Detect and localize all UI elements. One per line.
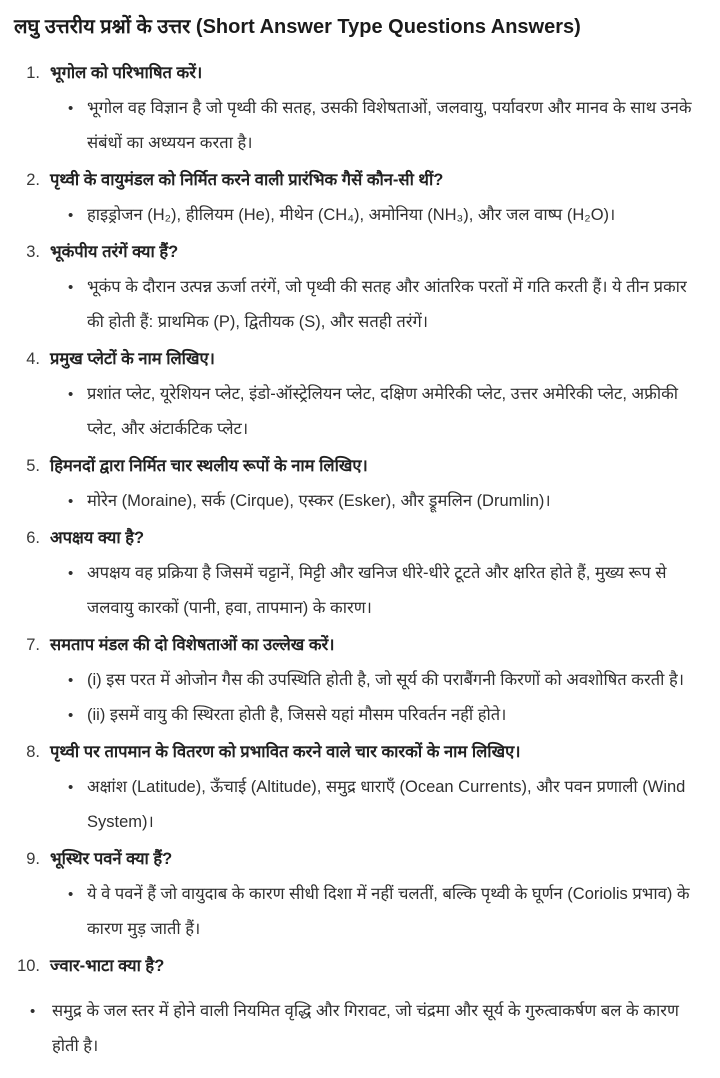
question-row [0,163,708,198]
question-row [0,949,708,984]
question-number: 6. [26,529,40,547]
question-number: 9. [26,850,40,868]
bullet-icon [68,698,87,733]
answer-text: भूगोल वह विज्ञान है जो पृथ्वी की सतह, उसकी विशेषताओं, जलवायु, पर्यावरण और मानव के साथ उनके संबंधों का अध्ययन करता है। [87,99,692,152]
qa-item-2 [0,163,708,233]
bullet-icon [68,198,87,233]
question-text: भूकंपीय तरंगें क्या हैं? [50,243,179,261]
qa-item-1 [0,56,708,161]
question-row [0,342,708,377]
question-row [0,628,708,663]
bullet-icon [30,994,52,1064]
bullet-icon [68,770,87,840]
bullet-icon [68,877,87,947]
qa-item-7 [0,628,708,733]
answer-bullet [0,484,708,519]
page-title: लघु उत्तरीय प्रश्नों के उत्तर (Short Answer Type Questions Answers) [14,16,581,38]
answer-text: (ii) इसमें वायु की स्थिरता होती है, जिससे यहां मौसम परिवर्तन नहीं होते। [87,706,507,724]
bullet-icon [68,556,87,626]
answer-bullet [0,198,708,233]
answer-bullet [0,877,708,947]
question-number: 4. [26,350,40,368]
qa-item-6 [0,521,708,626]
question-text: अपक्षय क्या है? [50,529,145,547]
question-row [0,735,708,770]
question-text: हिमनदों द्वारा निर्मित चार स्थलीय रूपों के नाम लिखिए। [50,457,368,475]
question-number: 3. [26,243,40,261]
answer-text: प्रशांत प्लेट, यूरेशियन प्लेट, इंडो-ऑस्ट्रेलियन प्लेट, दक्षिण अमेरिकी प्लेट, उत्तर अमेरिकी प्लेट, अफ्रीकी प्लेट, और अंटार्कटिक प्लेट। [87,385,679,438]
answer-text: हाइड्रोजन (H₂), हीलियम (He), मीथेन (CH₄), अमोनिया (NH₃), और जल वाष्प (H₂O)। [87,206,616,224]
question-number: 8. [26,743,40,761]
spacer [0,984,708,994]
question-row [0,842,708,877]
answer-text: ये वे पवनें हैं जो वायुदाब के कारण सीधी दिशा में नहीं चलतीं, बल्कि पृथ्वी के घूर्णन (Coriolis प्रभाव) के कारण मुड़ जाती हैं। [87,885,690,938]
question-number: 7. [26,636,40,654]
answer-text: समुद्र के जल स्तर में होने वाली नियमित वृद्धि और गिरावट, जो चंद्रमा और सूर्य के गुरुत्वाकर्षण बल के कारण होती है। [52,1002,679,1055]
answer-bullet-outdented [0,994,708,1064]
answer-bullet [0,377,708,447]
question-text: पृथ्वी के वायुमंडल को निर्मित करने वाली प्रारंभिक गैसें कौन-सी थीं? [50,171,444,189]
question-text: भूस्थिर पवनें क्या हैं? [50,850,173,868]
question-number: 10. [17,957,40,975]
question-text: ज्वार-भाटा क्या है? [50,957,165,975]
bullet-icon [68,270,87,340]
bullet-icon [68,377,87,447]
question-row [0,521,708,556]
qa-item-4 [0,342,708,447]
answer-text: (i) इस परत में ओजोन गैस की उपस्थिति होती है, जो सूर्य की पराबैंगनी किरणों को अवशोषित करती है। [87,671,684,689]
answer-text: अक्षांश (Latitude), ऊँचाई (Altitude), समुद्र धाराएँ (Ocean Currents), और पवन प्रणाली (Wind System)। [87,778,686,831]
answer-text: मोरेन (Moraine), सर्क (Cirque), एस्कर (Esker), और ड्रूमलिन (Drumlin)। [87,492,551,510]
answer-bullet [0,91,708,161]
bullet-icon [68,91,87,161]
question-text: पृथ्वी पर तापमान के वितरण को प्रभावित करने वाले चार कारकों के नाम लिखिए। [50,743,521,761]
question-row [0,235,708,270]
question-row [0,449,708,484]
question-number: 5. [26,457,40,475]
question-row [0,56,708,91]
qa-item-5 [0,449,708,519]
question-text: समताप मंडल की दो विशेषताओं का उल्लेख करें। [50,636,335,654]
question-text: भूगोल को परिभाषित करें। [50,64,203,82]
answer-bullet [0,270,708,340]
answer-bullet [0,698,708,733]
question-text: प्रमुख प्लेटों के नाम लिखिए। [50,350,215,368]
qa-item-10 [0,949,708,1064]
bullet-icon [68,484,87,519]
bullet-icon [68,663,87,698]
qa-item-8 [0,735,708,840]
qa-item-3 [0,235,708,340]
question-number: 1. [26,64,40,82]
answer-bullet [0,556,708,626]
qa-item-9 [0,842,708,947]
answer-bullet [0,663,708,698]
question-number: 2. [26,171,40,189]
answer-bullet [0,770,708,840]
answer-text: अपक्षय वह प्रक्रिया है जिसमें चट्टानें, मिट्टी और खनिज धीरे-धीरे टूटते और क्षरित होते हैं, मुख्य रूप से जलवायु कारकों (पानी, हवा, तापमान) के कारण। [87,564,667,617]
answer-text: भूकंप के दौरान उत्पन्न ऊर्जा तरंगें, जो पृथ्वी की सतह और आंतरिक परतों में गति करती हैं। ये तीन प्रकार की होती हैं: प्राथमिक (P), द्वितीयक (S), और सतही तरंगें। [87,278,687,331]
